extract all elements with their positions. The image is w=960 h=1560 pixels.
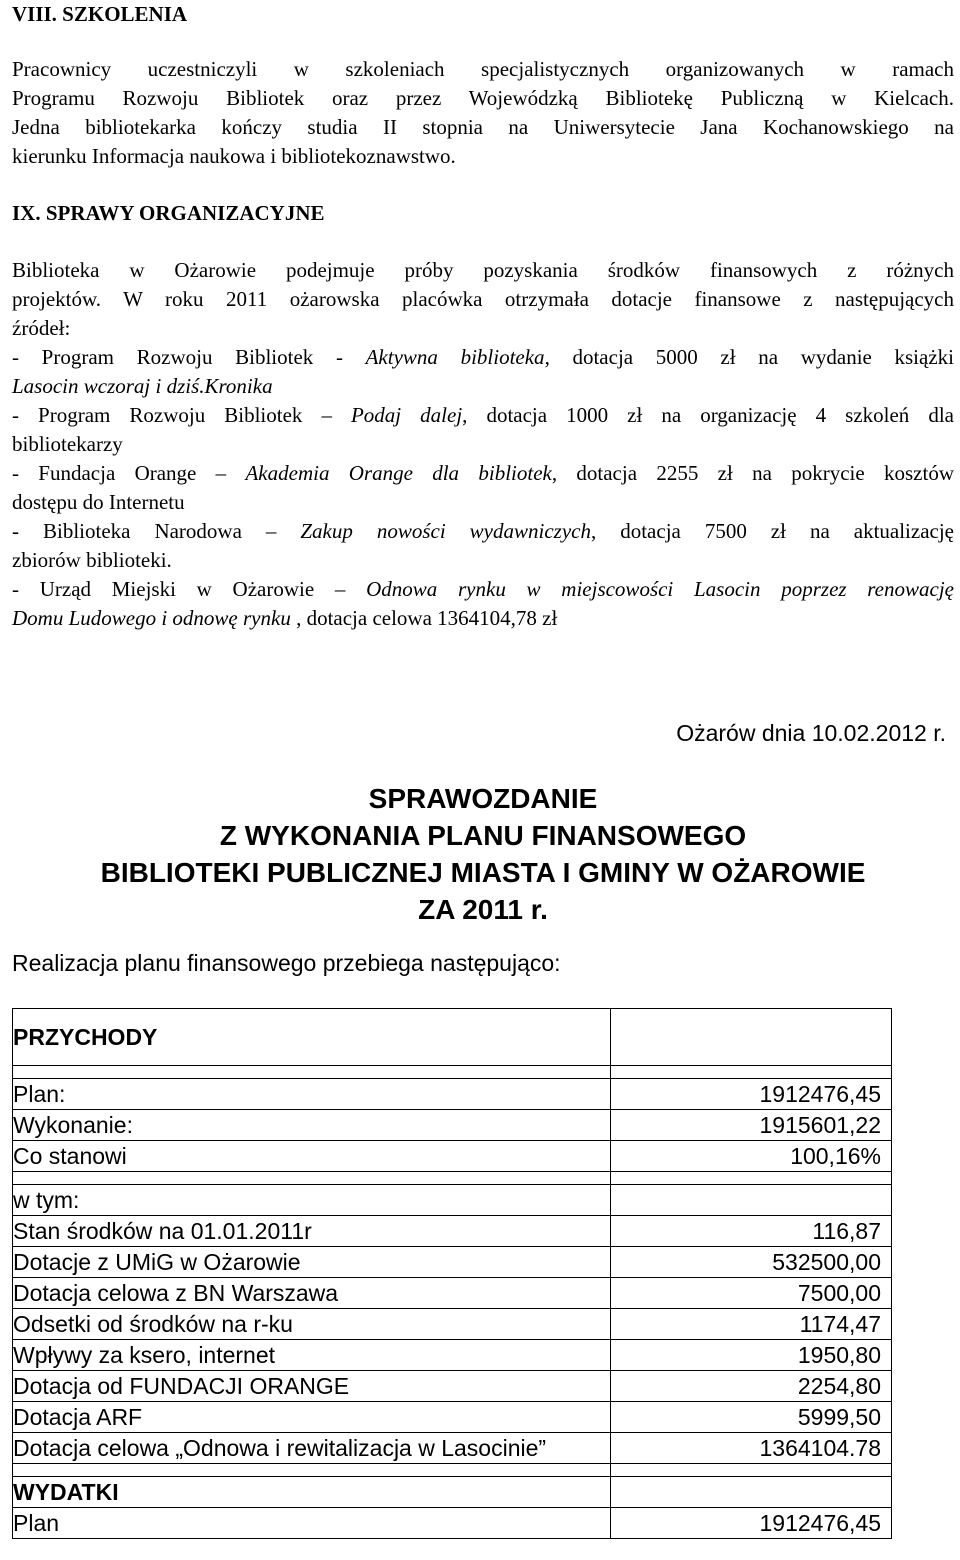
table-row [13, 1172, 892, 1185]
report-date: Ożarów dnia 10.02.2012 r. [676, 720, 946, 746]
expense-header: WYDATKI [13, 1477, 611, 1508]
row-value: 1174,47 [611, 1309, 892, 1340]
row-value: 1912476,45 [611, 1079, 892, 1110]
row-value: 5999,50 [611, 1402, 892, 1433]
table-cell [13, 1464, 611, 1477]
table-row [13, 1009, 892, 1066]
row-value: 100,16% [611, 1141, 892, 1172]
table-row [13, 1278, 892, 1309]
table-row [13, 1066, 892, 1079]
financial-table [12, 1008, 892, 1539]
row-value: 1364104.78 [611, 1433, 892, 1464]
table-row [13, 1185, 892, 1216]
report-title [0, 780, 960, 928]
funding-item: - Program Rozwoju Bibliotek – Podaj dalej, dotacja 1000 zł na organizację 4 szkoleń dla [12, 403, 954, 427]
row-label: Wykonanie: [13, 1110, 611, 1141]
funding-item-continued: bibliotekarzy [12, 432, 123, 456]
row-label: Wpływy za ksero, internet [13, 1340, 611, 1371]
table-row [13, 1110, 892, 1141]
row-label: Dotacja od FUNDACJI ORANGE [13, 1371, 611, 1402]
row-value: 7500,00 [611, 1278, 892, 1309]
income-header: PRZYCHODY [13, 1009, 611, 1066]
row-value: 532500,00 [611, 1247, 892, 1278]
income-header-value [611, 1009, 892, 1066]
table-cell [13, 1066, 611, 1079]
row-label: Plan: [13, 1079, 611, 1110]
row-label: Stan środków na 01.01.2011r [13, 1216, 611, 1247]
table-row [13, 1079, 892, 1110]
table-row [13, 1309, 892, 1340]
row-label: Co stanowi [13, 1141, 611, 1172]
row-value: 1950,80 [611, 1340, 892, 1371]
funding-item-continued: Domu Ludowego i odnowę rynku , dotacja celowa 1364104,78 zł [12, 606, 558, 630]
row-value: 116,87 [611, 1216, 892, 1247]
funding-item-continued: Lasocin wczoraj i dziś.Kronika [12, 374, 273, 398]
table-row [13, 1433, 892, 1464]
funding-item: - Biblioteka Narodowa – Zakup nowości wydawniczych, dotacja 7500 zł na aktualizację [12, 519, 955, 543]
funding-item: - Urząd Miejski w Ożarowie – Odnowa rynku w miejscowości Lasocin poprzez renowację [12, 577, 954, 601]
table-row [13, 1371, 892, 1402]
sprawy-intro-line: projektów. W roku 2011 ożarowska placówka otrzymała dotacje finansowe z następujących [12, 287, 954, 311]
table-cell [611, 1464, 892, 1477]
table-cell [611, 1066, 892, 1079]
szkolenia-line: kierunku Informacja naukowa i bibliotekoznawstwo. [12, 144, 456, 168]
row-value: 1912476,45 [611, 1508, 892, 1539]
row-label: Dotacja celowa „Odnowa i rewitalizacja w Lasocinie” [13, 1433, 611, 1464]
section-heading-sprawy-organizacyjne: IX. SPRAWY ORGANIZACYJNE [12, 201, 325, 225]
sprawy-intro-line: źródeł: [12, 316, 71, 340]
row-label: Dotacja ARF [13, 1402, 611, 1433]
table-cell [611, 1185, 892, 1216]
table-row [13, 1141, 892, 1172]
table-cell [611, 1172, 892, 1185]
row-value: 1915601,22 [611, 1110, 892, 1141]
breakdown-label: w tym: [13, 1185, 611, 1216]
table-row [13, 1216, 892, 1247]
table-cell [611, 1477, 892, 1508]
funding-item: - Program Rozwoju Bibliotek - Aktywna biblioteka, dotacja 5000 zł na wydanie książki [12, 345, 954, 369]
table-row [13, 1508, 892, 1539]
sprawy-paragraph [12, 256, 954, 633]
szkolenia-paragraph [12, 55, 954, 171]
szkolenia-line: Jedna bibliotekarka kończy studia II stopnia na Uniwersytecie Jana Kochanowskiego na [12, 115, 954, 139]
table-row [13, 1247, 892, 1278]
row-label: Dotacje z UMiG w Ożarowie [13, 1247, 611, 1278]
row-label: Dotacja celowa z BN Warszawa [13, 1278, 611, 1309]
table-cell [13, 1172, 611, 1185]
row-value: 2254,80 [611, 1371, 892, 1402]
table-row [13, 1340, 892, 1371]
funding-item-continued: dostępu do Internetu [12, 490, 185, 514]
table-row [13, 1464, 892, 1477]
sprawy-intro-line: Biblioteka w Ożarowie podejmuje próby pozyskania środków finansowych z różnych [12, 258, 954, 282]
report-intro: Realizacja planu finansowego przebiega następująco: [12, 950, 561, 976]
table-row [13, 1402, 892, 1433]
szkolenia-line: Pracownicy uczestniczyli w szkoleniach specjalistycznych organizowanych w ramach [12, 57, 954, 81]
report-title-line: SPRAWOZDANIE [368, 783, 598, 814]
report-title-line: ZA 2011 r. [418, 894, 548, 925]
row-label: Plan [13, 1508, 611, 1539]
report-title-line: BIBLIOTEKI PUBLICZNEJ MIASTA I GMINY W OŻAROWIE [100, 857, 866, 888]
row-label: Odsetki od środków na r-ku [13, 1309, 611, 1340]
report-title-line: Z WYKONANIA PLANU FINANSOWEGO [219, 820, 747, 851]
funding-item: - Fundacja Orange – Akademia Orange dla bibliotek, dotacja 2255 zł na pokrycie kosztów [12, 461, 954, 485]
section-heading-szkolenia: VIII. SZKOLENIA [12, 2, 188, 26]
szkolenia-line: Programu Rozwoju Bibliotek oraz przez Wojewódzką Bibliotekę Publiczną w Kielcach. [12, 86, 954, 110]
funding-item-continued: zbiorów biblioteki. [12, 548, 172, 572]
table-row [13, 1477, 892, 1508]
